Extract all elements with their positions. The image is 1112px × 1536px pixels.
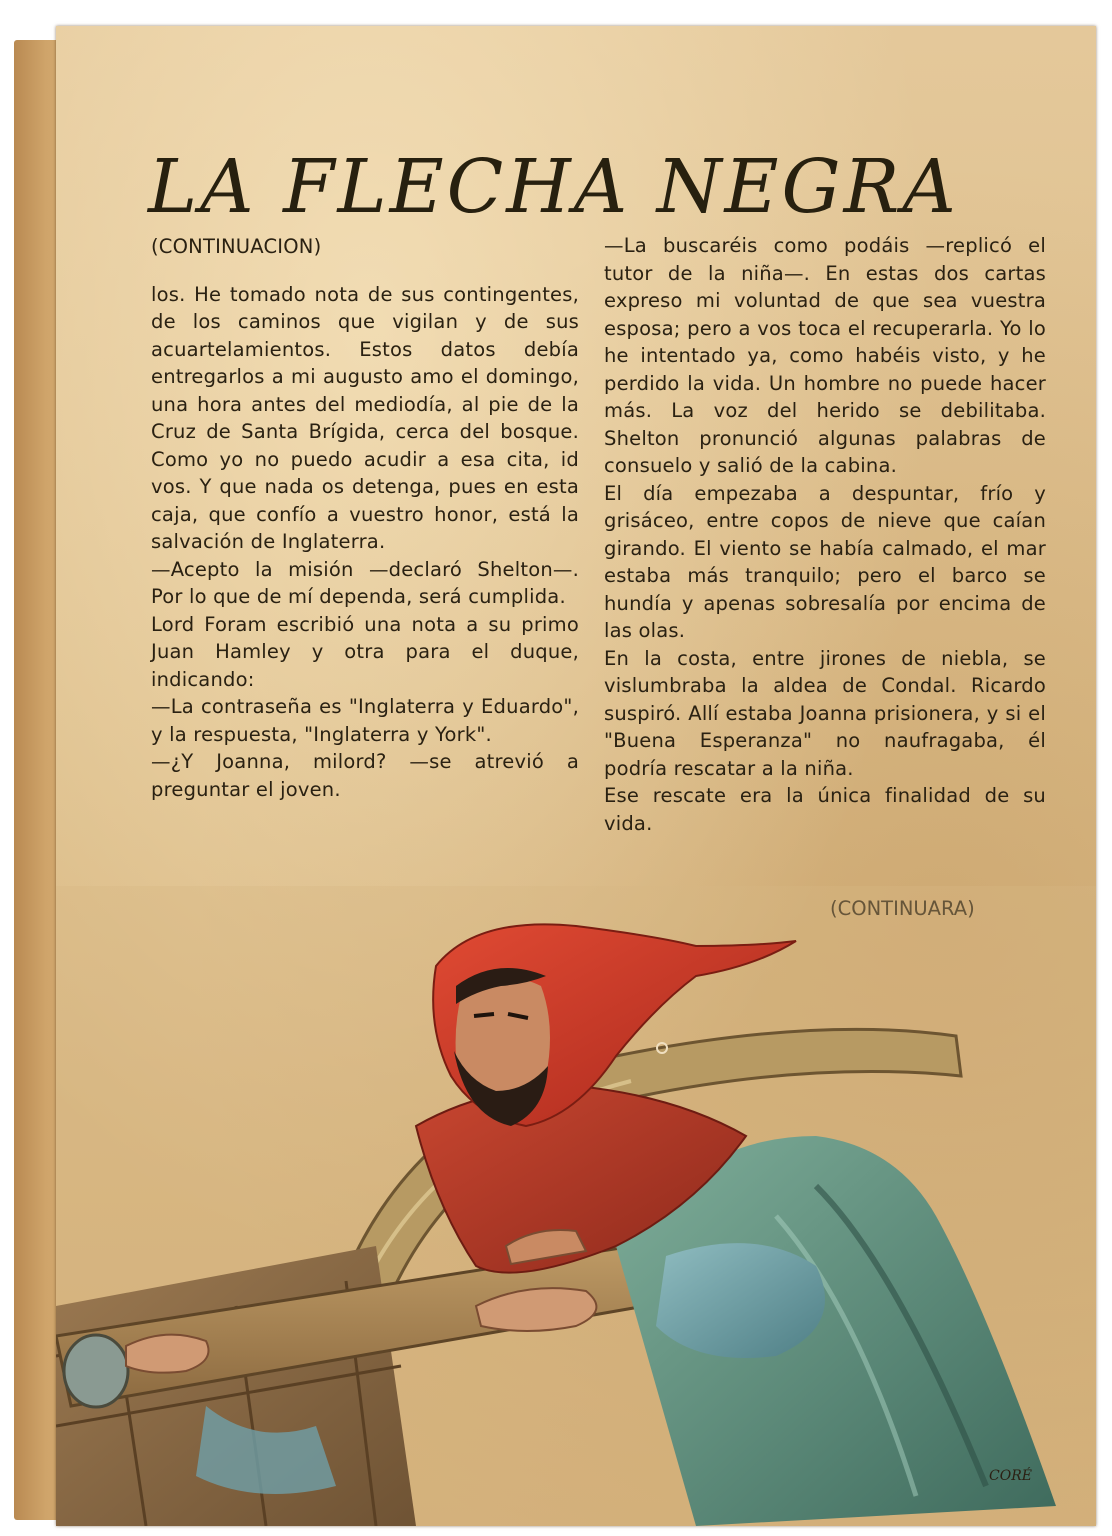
paragraph: los. He tomado nota de sus contingentes, de los caminos que vigilan y de sus acuartelamientos. Estos datos debía entregarlos a mi augusto amo el domingo, una hora antes del mediodía, al pie de la Cruz de Santa Brígida, cerca del bosque. Como yo no puedo acudir a esa cita, id vos. Y que nada os detenga, pues en esta caja, que confío a vuestro honor, está la salvación de Inglaterra. bbox=[151, 282, 579, 553]
paragraph: —La buscaréis como podáis —replicó el tutor de la niña—. En estas dos cartas expreso mi voluntad de que sea vuestra esposa; pero a vos toca el recuperarla. Yo lo he intentado ya, como habéis visto, y he perdido la vida. Un hombre no puede hacer más. La voz del herido se debilitaba. Shelton pronunció algunas palabras de consuelo y salió de la cabina. bbox=[604, 234, 1046, 477]
paragraph: Ese rescate era la única finalidad de su vida. bbox=[604, 784, 1046, 835]
right-column bbox=[604, 232, 1046, 837]
illustration-hooded-man bbox=[56, 886, 1096, 1526]
paragraph: —La contraseña es "Inglaterra y Eduardo", y la respuesta, "Inglaterra y York". bbox=[151, 695, 579, 746]
paragraph: En la costa, entre jirones de niebla, se vislumbraba la aldea de Condal. Ricardo suspiró. Allí estaba Joanna prisionera, y si el "Buena Esperanza" no naufragaba, él podría rescatar a la niña. bbox=[604, 646, 1046, 780]
artist-signature: CORÉ bbox=[989, 1468, 1032, 1484]
paragraph: Lord Foram escribió una nota a su primo Juan Hamley y otra para el duque, indicando: bbox=[151, 612, 579, 691]
paragraph: —¿Y Joanna, milord? —se atrevió a preguntar el joven. bbox=[151, 750, 579, 801]
paragraph: —Acepto la misión —declaró Shelton—. Por lo que de mí dependa, será cumplida. bbox=[151, 557, 579, 608]
magazine-page bbox=[56, 26, 1096, 1526]
to-be-continued-label: (CONTINUARA) bbox=[830, 897, 975, 920]
continuation-label: (CONTINUACION) bbox=[151, 235, 322, 258]
left-column bbox=[151, 233, 579, 803]
paragraph: El día empezaba a despuntar, frío y grisáceo, entre copos de nieve que caían girando. El viento se había calmado, el mar estaba más tranquilo; pero el barco se hundía y apenas sobresalía por encima de las olas. bbox=[604, 481, 1046, 642]
page-title: LA FLECHA NEGRA bbox=[148, 144, 959, 230]
